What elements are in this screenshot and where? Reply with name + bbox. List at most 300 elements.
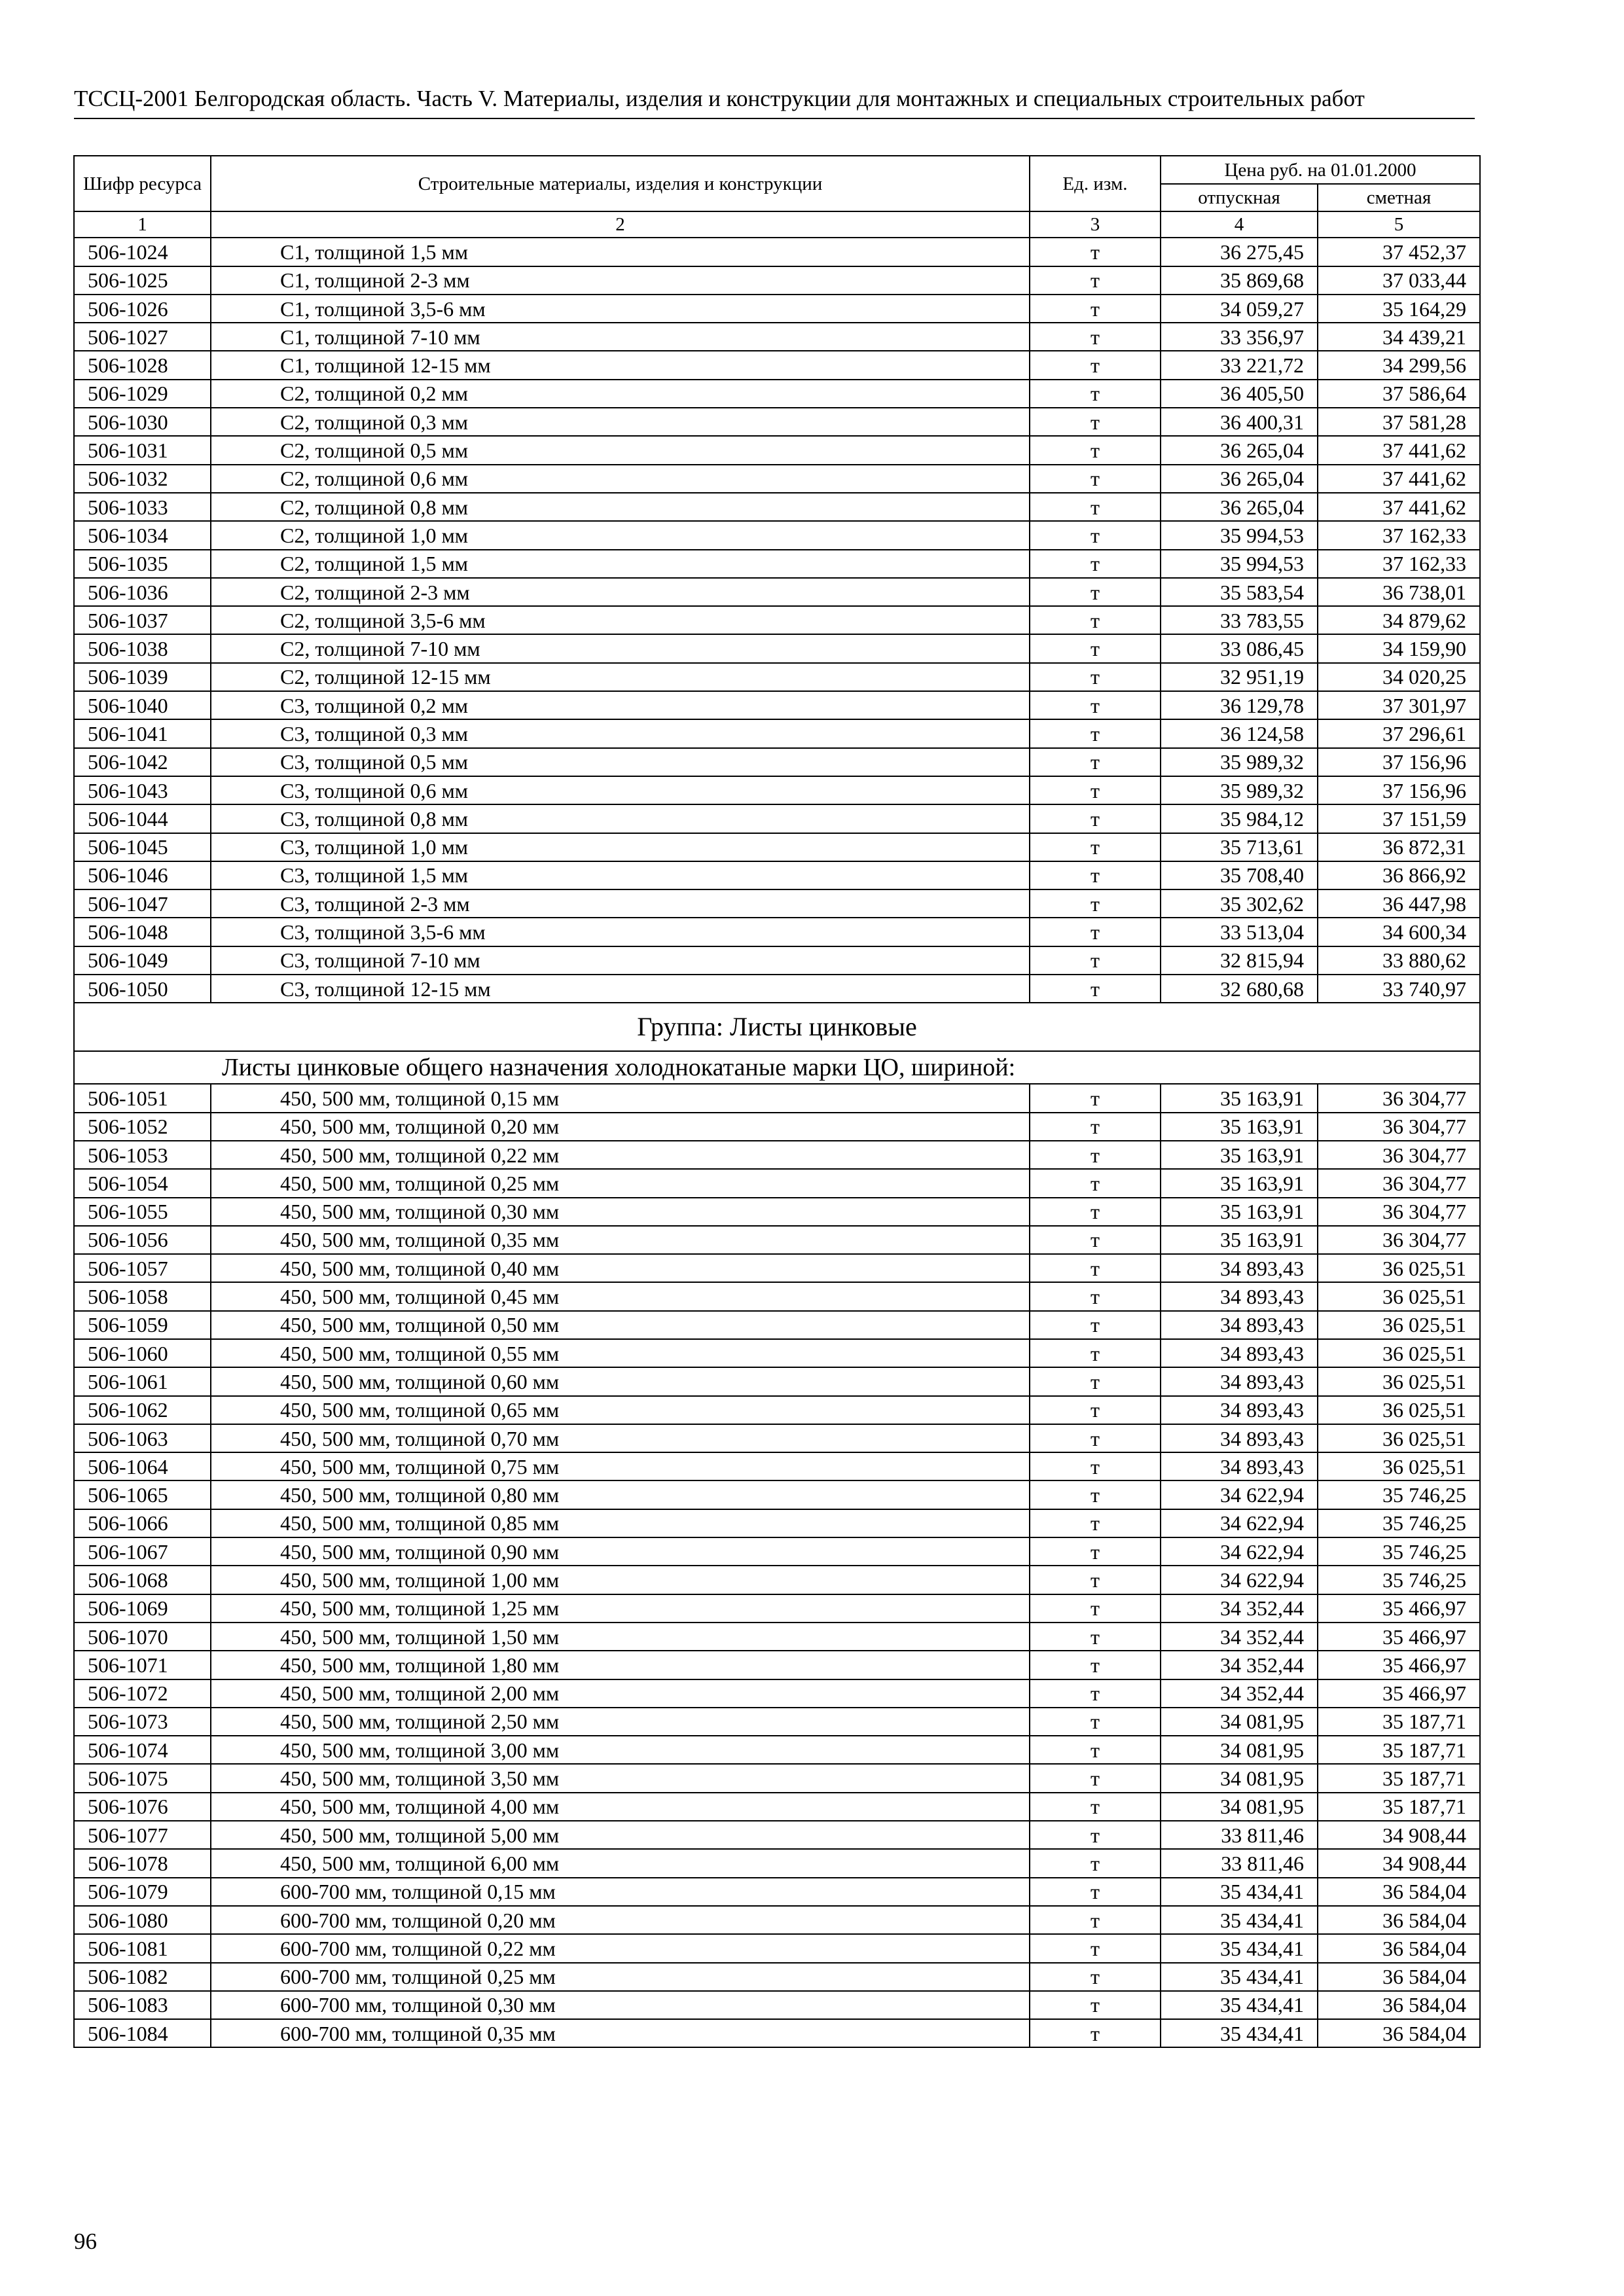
table-row: [74, 1141, 1480, 1169]
resource-code: 506-1057: [74, 1254, 211, 1282]
table-row: [74, 238, 1480, 266]
unit: т: [1030, 719, 1161, 747]
unit: т: [1030, 578, 1161, 606]
unit: т: [1030, 1141, 1161, 1169]
resource-code: 506-1024: [74, 238, 211, 266]
price-estimate: 37 156,96: [1318, 748, 1480, 776]
price-estimate: 37 581,28: [1318, 408, 1480, 436]
table-row: [74, 719, 1480, 747]
table-row: [74, 1509, 1480, 1537]
material-name: С3, толщиной 0,3 мм: [211, 719, 1030, 747]
resource-code: 506-1064: [74, 1452, 211, 1480]
price-estimate: 36 025,51: [1318, 1396, 1480, 1424]
price-estimate: 36 866,92: [1318, 861, 1480, 889]
price-release: 34 893,43: [1161, 1367, 1318, 1395]
subgroup-title: Листы цинковые общего назначения холоднокатаные марки ЦО, шириной:: [74, 1051, 1480, 1084]
table-row: [74, 748, 1480, 776]
price-estimate: 36 025,51: [1318, 1311, 1480, 1339]
price-release: 35 869,68: [1161, 266, 1318, 295]
price-release: 35 713,61: [1161, 833, 1318, 861]
price-release: 34 081,95: [1161, 1736, 1318, 1764]
table-row: [74, 266, 1480, 295]
price-release: 34 352,44: [1161, 1594, 1318, 1623]
unit: т: [1030, 975, 1161, 1003]
price-release: 33 811,46: [1161, 1849, 1318, 1877]
price-release: 35 434,41: [1161, 2019, 1318, 2047]
price-release: 35 163,91: [1161, 1141, 1318, 1169]
material-name: 450, 500 мм, толщиной 3,50 мм: [211, 1764, 1030, 1792]
resource-code: 506-1034: [74, 521, 211, 549]
price-estimate: 37 162,33: [1318, 550, 1480, 578]
price-release: 36 124,58: [1161, 719, 1318, 747]
material-name: 600-700 мм, толщиной 0,22 мм: [211, 1934, 1030, 1962]
unit: т: [1030, 1311, 1161, 1339]
price-release: 34 893,43: [1161, 1452, 1318, 1480]
table-row: [74, 946, 1480, 975]
table-row: [74, 663, 1480, 691]
resource-code: 506-1061: [74, 1367, 211, 1395]
price-release: 35 163,91: [1161, 1198, 1318, 1226]
price-release: 34 352,44: [1161, 1651, 1318, 1679]
page-title: ТССЦ-2001 Белгородская область. Часть V. Материалы, изделия и конструкции для монтажных и специальных строительных работ: [74, 86, 1365, 111]
unit: т: [1030, 465, 1161, 493]
price-release: 34 081,95: [1161, 1793, 1318, 1821]
material-name: 600-700 мм, толщиной 0,20 мм: [211, 1906, 1030, 1934]
resource-code: 506-1052: [74, 1113, 211, 1141]
price-estimate: 34 020,25: [1318, 663, 1480, 691]
price-estimate: 37 162,33: [1318, 521, 1480, 549]
table-row: [74, 1934, 1480, 1962]
resource-code: 506-1072: [74, 1679, 211, 1708]
resource-code: 506-1081: [74, 1934, 211, 1962]
table-row: [74, 1282, 1480, 1310]
price-estimate: 33 880,62: [1318, 946, 1480, 975]
resource-code: 506-1042: [74, 748, 211, 776]
table-row: [74, 1084, 1480, 1112]
material-name: 600-700 мм, толщиной 0,25 мм: [211, 1963, 1030, 1991]
unit: т: [1030, 1113, 1161, 1141]
material-name: С2, толщиной 1,5 мм: [211, 550, 1030, 578]
price-estimate: 36 304,77: [1318, 1226, 1480, 1254]
table-row: [74, 1878, 1480, 1906]
material-name: С3, толщиной 3,5-6 мм: [211, 918, 1030, 946]
resource-code: 506-1068: [74, 1566, 211, 1594]
table-row: [74, 465, 1480, 493]
unit: т: [1030, 606, 1161, 634]
table-row: [74, 295, 1480, 323]
price-release: 34 622,94: [1161, 1537, 1318, 1566]
column-number: 4: [1161, 211, 1318, 238]
table-row: [74, 436, 1480, 464]
header-name: Строительные материалы, изделия и конструкции: [211, 156, 1030, 211]
unit: т: [1030, 861, 1161, 889]
price-release: 34 893,43: [1161, 1424, 1318, 1452]
unit: т: [1030, 436, 1161, 464]
resource-code: 506-1039: [74, 663, 211, 691]
unit: т: [1030, 1849, 1161, 1877]
resource-code: 506-1048: [74, 918, 211, 946]
table-row: [74, 918, 1480, 946]
material-name: С2, толщиной 0,3 мм: [211, 408, 1030, 436]
resource-code: 506-1029: [74, 380, 211, 408]
resource-code: 506-1030: [74, 408, 211, 436]
resource-code: 506-1025: [74, 266, 211, 295]
material-name: 450, 500 мм, толщиной 5,00 мм: [211, 1821, 1030, 1849]
price-estimate: 35 187,71: [1318, 1793, 1480, 1821]
price-estimate: 37 441,62: [1318, 436, 1480, 464]
price-release: 33 513,04: [1161, 918, 1318, 946]
unit: т: [1030, 1963, 1161, 1991]
unit: т: [1030, 266, 1161, 295]
price-estimate: 35 466,97: [1318, 1679, 1480, 1708]
table-row: [74, 1821, 1480, 1849]
material-name: 450, 500 мм, толщиной 0,70 мм: [211, 1424, 1030, 1452]
material-name: 450, 500 мм, толщиной 0,22 мм: [211, 1141, 1030, 1169]
material-name: 450, 500 мм, толщиной 3,00 мм: [211, 1736, 1030, 1764]
resource-code: 506-1062: [74, 1396, 211, 1424]
unit: т: [1030, 1509, 1161, 1537]
price-estimate: 34 159,90: [1318, 634, 1480, 662]
resource-code: 506-1059: [74, 1311, 211, 1339]
table-row: [74, 1198, 1480, 1226]
group-title: Группа: Листы цинковые: [74, 1003, 1480, 1051]
price-release: 33 783,55: [1161, 606, 1318, 634]
unit: т: [1030, 918, 1161, 946]
table-body-zinc: [74, 1084, 1480, 2047]
price-release: 33 221,72: [1161, 351, 1318, 379]
material-name: 450, 500 мм, толщиной 0,35 мм: [211, 1226, 1030, 1254]
price-release: 34 081,95: [1161, 1708, 1318, 1736]
table-row: [74, 833, 1480, 861]
resource-code: 506-1044: [74, 804, 211, 833]
column-number: 1: [74, 211, 211, 238]
table-row: [74, 1594, 1480, 1623]
price-estimate: 36 738,01: [1318, 578, 1480, 606]
price-estimate: 35 187,71: [1318, 1736, 1480, 1764]
price-estimate: 35 164,29: [1318, 295, 1480, 323]
material-name: С1, толщиной 3,5-6 мм: [211, 295, 1030, 323]
table-row: [74, 351, 1480, 379]
table-row: [74, 889, 1480, 918]
unit: т: [1030, 1821, 1161, 1849]
price-estimate: 37 301,97: [1318, 691, 1480, 719]
resource-code: 506-1026: [74, 295, 211, 323]
price-estimate: 36 025,51: [1318, 1367, 1480, 1395]
price-estimate: 37 156,96: [1318, 776, 1480, 804]
resource-code: 506-1060: [74, 1339, 211, 1367]
material-name: 450, 500 мм, толщиной 1,80 мм: [211, 1651, 1030, 1679]
price-estimate: 34 600,34: [1318, 918, 1480, 946]
price-release: 36 405,50: [1161, 380, 1318, 408]
unit: т: [1030, 1367, 1161, 1395]
material-name: 450, 500 мм, толщиной 0,25 мм: [211, 1169, 1030, 1197]
unit: т: [1030, 380, 1161, 408]
resource-code: 506-1075: [74, 1764, 211, 1792]
price-release: 34 622,94: [1161, 1480, 1318, 1509]
material-name: С3, толщиной 7-10 мм: [211, 946, 1030, 975]
table-row: [74, 1991, 1480, 2019]
resource-code: 506-1074: [74, 1736, 211, 1764]
table-row: [74, 1480, 1480, 1509]
resource-code: 506-1049: [74, 946, 211, 975]
material-name: 600-700 мм, толщиной 0,30 мм: [211, 1991, 1030, 2019]
price-release: 32 951,19: [1161, 663, 1318, 691]
price-estimate: 35 746,25: [1318, 1509, 1480, 1537]
price-estimate: 36 304,77: [1318, 1169, 1480, 1197]
price-estimate: 36 025,51: [1318, 1282, 1480, 1310]
resource-code: 506-1032: [74, 465, 211, 493]
resource-code: 506-1035: [74, 550, 211, 578]
table-row: [74, 1424, 1480, 1452]
table-row: [74, 1169, 1480, 1197]
price-estimate: 36 584,04: [1318, 1963, 1480, 1991]
unit: т: [1030, 1736, 1161, 1764]
resource-code: 506-1080: [74, 1906, 211, 1934]
unit: т: [1030, 1566, 1161, 1594]
material-name: 450, 500 мм, толщиной 1,00 мм: [211, 1566, 1030, 1594]
unit: т: [1030, 889, 1161, 918]
table-row: [74, 1793, 1480, 1821]
header-code: Шифр ресурса: [74, 156, 211, 211]
unit: т: [1030, 1878, 1161, 1906]
material-name: 450, 500 мм, толщиной 0,60 мм: [211, 1367, 1030, 1395]
resource-code: 506-1083: [74, 1991, 211, 2019]
table-body-steel: [74, 238, 1480, 1003]
unit: т: [1030, 521, 1161, 549]
price-release: 36 265,04: [1161, 436, 1318, 464]
resource-code: 506-1037: [74, 606, 211, 634]
unit: т: [1030, 2019, 1161, 2047]
resource-code: 506-1071: [74, 1651, 211, 1679]
price-estimate: 35 746,25: [1318, 1537, 1480, 1566]
price-release: 33 811,46: [1161, 1821, 1318, 1849]
price-release: 35 163,91: [1161, 1084, 1318, 1112]
unit: т: [1030, 1198, 1161, 1226]
material-name: С2, толщиной 2-3 мм: [211, 578, 1030, 606]
table-row: [74, 1736, 1480, 1764]
price-release: 35 434,41: [1161, 1991, 1318, 2019]
price-release: 35 163,91: [1161, 1226, 1318, 1254]
resource-code: 506-1063: [74, 1424, 211, 1452]
unit: т: [1030, 1339, 1161, 1367]
price-release: 35 708,40: [1161, 861, 1318, 889]
table-row: [74, 1339, 1480, 1367]
price-release: 35 989,32: [1161, 776, 1318, 804]
price-estimate: 37 452,37: [1318, 238, 1480, 266]
price-release: 35 302,62: [1161, 889, 1318, 918]
price-release: 36 129,78: [1161, 691, 1318, 719]
table-row: [74, 1566, 1480, 1594]
price-estimate: 36 872,31: [1318, 833, 1480, 861]
resource-code: 506-1040: [74, 691, 211, 719]
table-row: [74, 1708, 1480, 1736]
resource-code: 506-1046: [74, 861, 211, 889]
material-name: С2, толщиной 12-15 мм: [211, 663, 1030, 691]
table-row: [74, 550, 1480, 578]
price-estimate: 36 584,04: [1318, 2019, 1480, 2047]
material-name: С3, толщиной 1,0 мм: [211, 833, 1030, 861]
resource-code: 506-1056: [74, 1226, 211, 1254]
material-name: 450, 500 мм, толщиной 1,25 мм: [211, 1594, 1030, 1623]
price-release: 35 583,54: [1161, 578, 1318, 606]
material-name: 450, 500 мм, толщиной 0,30 мм: [211, 1198, 1030, 1226]
price-estimate: 36 304,77: [1318, 1198, 1480, 1226]
table-row: [74, 493, 1480, 521]
table-row: [74, 521, 1480, 549]
unit: т: [1030, 776, 1161, 804]
table-row: [74, 1537, 1480, 1566]
material-name: С2, толщиной 0,6 мм: [211, 465, 1030, 493]
header-price-estimate: сметная: [1318, 184, 1480, 211]
table-row: [74, 691, 1480, 719]
resource-code: 506-1067: [74, 1537, 211, 1566]
material-name: 450, 500 мм, толщиной 1,50 мм: [211, 1623, 1030, 1651]
unit: т: [1030, 1480, 1161, 1509]
column-number: 3: [1030, 211, 1161, 238]
price-release: 34 622,94: [1161, 1566, 1318, 1594]
unit: т: [1030, 833, 1161, 861]
price-estimate: 35 187,71: [1318, 1708, 1480, 1736]
table-row: [74, 1452, 1480, 1480]
table-row: [74, 1396, 1480, 1424]
table-row: [74, 1963, 1480, 1991]
table-row: [74, 975, 1480, 1003]
material-name: 450, 500 мм, толщиной 0,20 мм: [211, 1113, 1030, 1141]
resource-code: 506-1076: [74, 1793, 211, 1821]
price-release: 35 163,91: [1161, 1169, 1318, 1197]
resource-code: 506-1045: [74, 833, 211, 861]
table-row: [74, 776, 1480, 804]
material-name: 450, 500 мм, толщиной 4,00 мм: [211, 1793, 1030, 1821]
table-row: [74, 578, 1480, 606]
resource-code: 506-1047: [74, 889, 211, 918]
unit: т: [1030, 634, 1161, 662]
resource-code: 506-1054: [74, 1169, 211, 1197]
unit: т: [1030, 1537, 1161, 1566]
material-name: 450, 500 мм, толщиной 0,40 мм: [211, 1254, 1030, 1282]
price-release: 35 434,41: [1161, 1934, 1318, 1962]
unit: т: [1030, 1282, 1161, 1310]
unit: т: [1030, 1396, 1161, 1424]
material-name: 450, 500 мм, толщиной 0,90 мм: [211, 1537, 1030, 1566]
resource-code: 506-1031: [74, 436, 211, 464]
material-name: С3, толщиной 0,8 мм: [211, 804, 1030, 833]
material-name: С1, толщиной 12-15 мм: [211, 351, 1030, 379]
table-row: [74, 1367, 1480, 1395]
material-name: 450, 500 мм, толщиной 0,50 мм: [211, 1311, 1030, 1339]
material-name: С2, толщиной 0,5 мм: [211, 436, 1030, 464]
resource-code: 506-1079: [74, 1878, 211, 1906]
price-estimate: 34 439,21: [1318, 323, 1480, 351]
header-unit: Ед. изм.: [1030, 156, 1161, 211]
price-estimate: 37 586,64: [1318, 380, 1480, 408]
material-name: С3, толщиной 1,5 мм: [211, 861, 1030, 889]
header-price: Цена руб. на 01.01.2000: [1161, 156, 1480, 184]
header-price-release: отпускная: [1161, 184, 1318, 211]
price-release: 34 893,43: [1161, 1339, 1318, 1367]
group-row: [74, 1003, 1480, 1051]
material-name: С2, толщиной 7-10 мм: [211, 634, 1030, 662]
table-row: [74, 1764, 1480, 1792]
resource-code: 506-1065: [74, 1480, 211, 1509]
unit: т: [1030, 1679, 1161, 1708]
material-name: С1, толщиной 2-3 мм: [211, 266, 1030, 295]
table-row: [74, 1651, 1480, 1679]
table-row: [74, 804, 1480, 833]
price-release: 34 893,43: [1161, 1396, 1318, 1424]
price-estimate: 34 908,44: [1318, 1821, 1480, 1849]
price-release: 32 815,94: [1161, 946, 1318, 975]
material-name: С3, толщиной 0,2 мм: [211, 691, 1030, 719]
unit: т: [1030, 1424, 1161, 1452]
price-estimate: 36 025,51: [1318, 1424, 1480, 1452]
unit: т: [1030, 1254, 1161, 1282]
unit: т: [1030, 493, 1161, 521]
material-name: С2, толщиной 3,5-6 мм: [211, 606, 1030, 634]
unit: т: [1030, 1226, 1161, 1254]
price-release: 32 680,68: [1161, 975, 1318, 1003]
unit: т: [1030, 1169, 1161, 1197]
price-estimate: 37 296,61: [1318, 719, 1480, 747]
material-name: 450, 500 мм, толщиной 2,00 мм: [211, 1679, 1030, 1708]
resource-code: 506-1058: [74, 1282, 211, 1310]
price-estimate: 36 025,51: [1318, 1339, 1480, 1367]
unit: т: [1030, 1906, 1161, 1934]
material-name: С1, толщиной 7-10 мм: [211, 323, 1030, 351]
unit: т: [1030, 1793, 1161, 1821]
material-name: 450, 500 мм, толщиной 0,75 мм: [211, 1452, 1030, 1480]
price-release: 34 893,43: [1161, 1311, 1318, 1339]
material-name: 450, 500 мм, толщиной 6,00 мм: [211, 1849, 1030, 1877]
price-estimate: 33 740,97: [1318, 975, 1480, 1003]
price-estimate: 37 151,59: [1318, 804, 1480, 833]
material-name: 450, 500 мм, толщиной 0,80 мм: [211, 1480, 1030, 1509]
price-estimate: 35 466,97: [1318, 1651, 1480, 1679]
price-release: 35 994,53: [1161, 521, 1318, 549]
price-estimate: 37 441,62: [1318, 465, 1480, 493]
price-estimate: 36 584,04: [1318, 1991, 1480, 2019]
material-name: С2, толщиной 0,8 мм: [211, 493, 1030, 521]
unit: т: [1030, 295, 1161, 323]
material-name: 450, 500 мм, толщиной 0,45 мм: [211, 1282, 1030, 1310]
unit: т: [1030, 663, 1161, 691]
price-estimate: 34 299,56: [1318, 351, 1480, 379]
price-release: 35 984,12: [1161, 804, 1318, 833]
unit: т: [1030, 1764, 1161, 1792]
price-estimate: 37 033,44: [1318, 266, 1480, 295]
price-release: 36 265,04: [1161, 465, 1318, 493]
material-name: С1, толщиной 1,5 мм: [211, 238, 1030, 266]
price-release: 34 081,95: [1161, 1764, 1318, 1792]
material-name: С3, толщиной 0,6 мм: [211, 776, 1030, 804]
resource-code: 506-1078: [74, 1849, 211, 1877]
price-release: 34 893,43: [1161, 1254, 1318, 1282]
material-name: С2, толщиной 0,2 мм: [211, 380, 1030, 408]
resource-code: 506-1066: [74, 1509, 211, 1537]
table-row: [74, 1311, 1480, 1339]
table-row: [74, 1113, 1480, 1141]
unit: т: [1030, 323, 1161, 351]
resource-code: 506-1084: [74, 2019, 211, 2047]
unit: т: [1030, 804, 1161, 833]
resource-code: 506-1069: [74, 1594, 211, 1623]
unit: т: [1030, 748, 1161, 776]
resource-code: 506-1043: [74, 776, 211, 804]
price-estimate: 36 304,77: [1318, 1084, 1480, 1112]
material-name: С3, толщиной 12-15 мм: [211, 975, 1030, 1003]
table-row: [74, 1849, 1480, 1877]
resource-code: 506-1038: [74, 634, 211, 662]
